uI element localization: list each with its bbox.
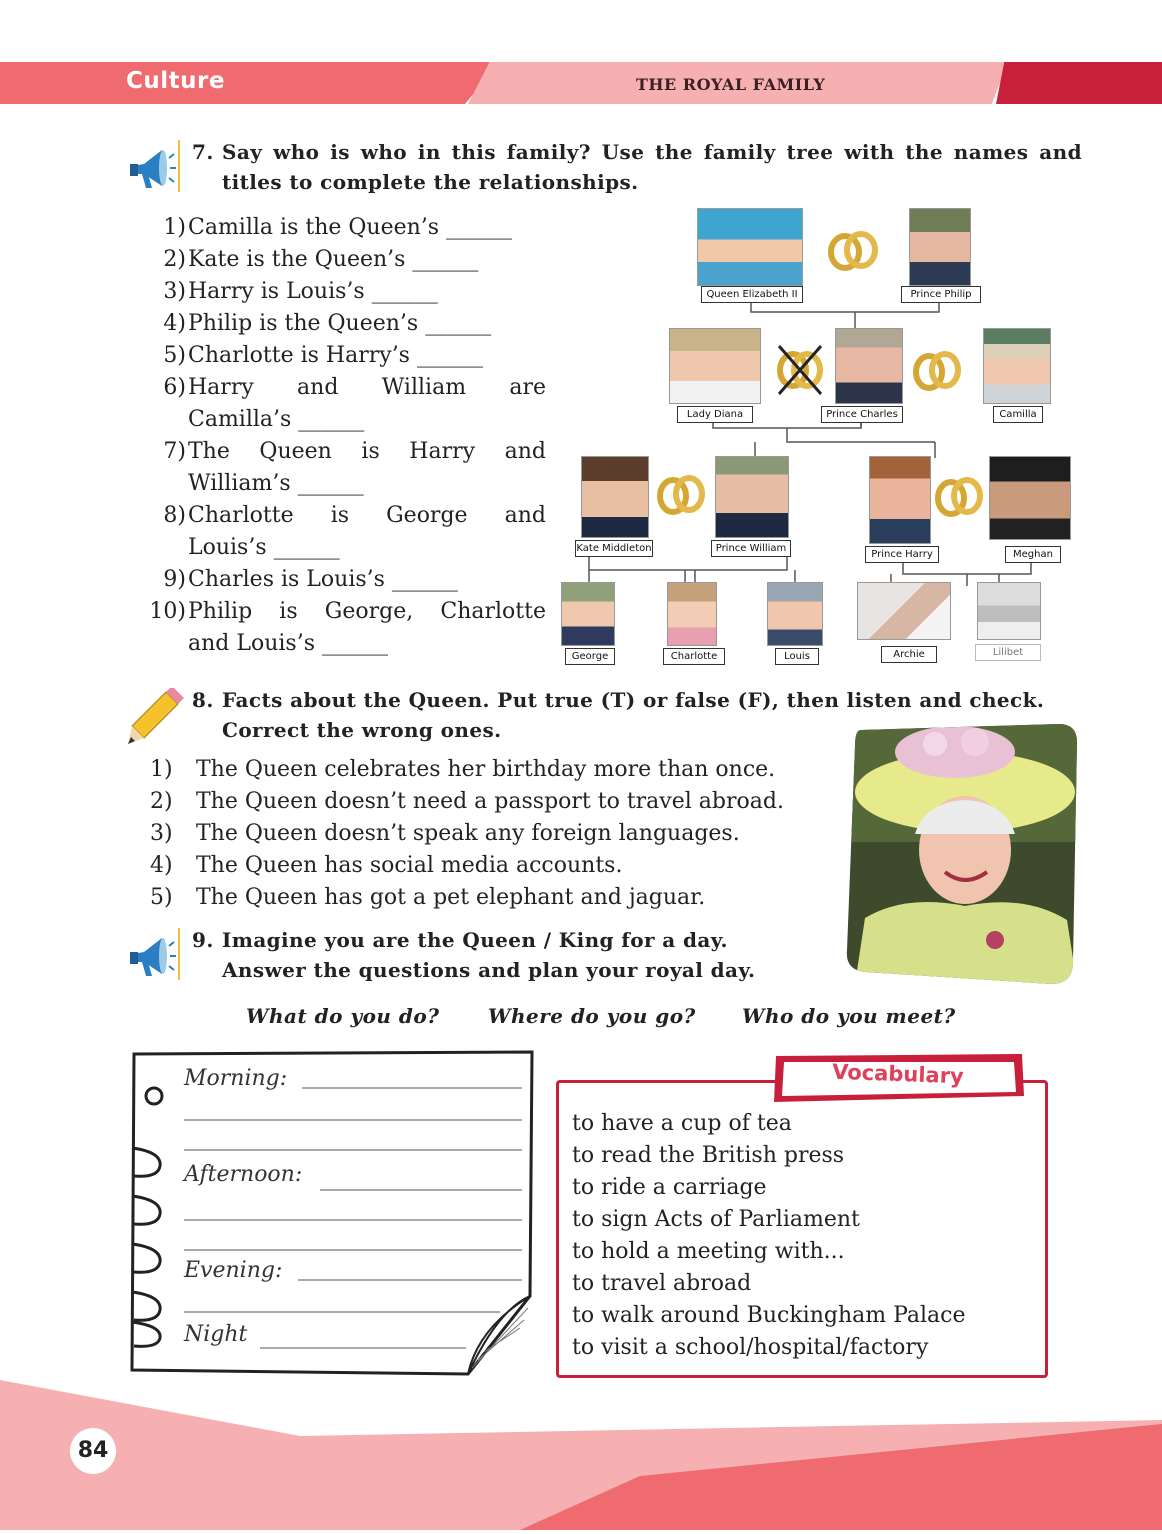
item-number: 5) <box>163 343 186 368</box>
charlotte-photo <box>667 582 717 646</box>
page-number: 84 <box>70 1428 116 1474</box>
exercise-7-instructions <box>192 137 1082 197</box>
exercise-number: 8. <box>192 688 214 712</box>
vocabulary-title: Vocabulary <box>831 1059 965 1089</box>
megaphone-icon <box>126 140 186 200</box>
page-title: THE ROYAL FAMILY <box>636 75 826 94</box>
tag-philip: Prince Philip <box>901 286 981 303</box>
prince-william-photo <box>715 456 789 538</box>
question-where: Where do you go? <box>488 1004 696 1028</box>
wedding-rings-icon <box>911 348 963 398</box>
vocabulary-tag <box>772 1052 1024 1106</box>
tag-kate: Kate Middleton <box>575 540 653 557</box>
item-text: Charlotte is George and <box>188 503 546 528</box>
relationship-item <box>140 340 546 372</box>
fact-item <box>150 818 784 850</box>
divorced-rings-icon <box>773 342 825 402</box>
item-number: 2) <box>150 789 173 814</box>
tag-diana: Lady Diana <box>677 406 753 423</box>
pencil-icon <box>126 688 186 748</box>
relationship-item <box>140 500 546 532</box>
louis-photo <box>767 582 823 646</box>
item-number: 1) <box>150 757 173 782</box>
meghan-photo <box>989 456 1071 540</box>
vocabulary-item: to read the British press <box>572 1143 845 1168</box>
instruction-line: Say who is who in this family? Use the family tree with the names and <box>222 140 1082 164</box>
lilibet-photo <box>977 582 1041 640</box>
item-number: 3) <box>150 821 173 846</box>
label-morning: Morning: <box>184 1066 288 1091</box>
prince-harry-photo <box>869 456 931 544</box>
item-number: 8) <box>163 503 186 528</box>
instruction-line: Correct the wrong ones. <box>222 718 502 742</box>
instruction-line: Facts about the Queen. Put true (T) or false (F), then listen and check. <box>222 688 1045 712</box>
item-text: Camilla is the Queen’s ______ <box>188 215 513 240</box>
item-text: Camilla’s ______ <box>188 407 365 432</box>
fact-item <box>150 882 784 914</box>
tag-charlotte: Charlotte <box>663 648 725 665</box>
label-night: Night <box>184 1322 248 1347</box>
spacer <box>140 628 188 660</box>
family-tree <box>555 202 1095 672</box>
item-number: 4) <box>150 853 173 878</box>
tag-george: George <box>565 648 615 665</box>
relationship-item-continued <box>140 404 546 436</box>
vocabulary-item: to visit a school/hospital/factory <box>572 1335 929 1360</box>
item-text: The Queen doesn’t speak any foreign languages. <box>196 821 740 846</box>
item-text: The Queen celebrates her birthday more than once. <box>196 757 776 782</box>
item-text: The Queen doesn’t need a passport to travel abroad. <box>196 789 784 814</box>
tag-charles: Prince Charles <box>821 406 903 423</box>
tag-queen: Queen Elizabeth II <box>701 286 803 303</box>
fact-item <box>150 850 784 882</box>
relationship-item <box>140 564 546 596</box>
relationship-item-continued <box>140 532 546 564</box>
camilla-photo <box>983 328 1051 404</box>
exercise-number: 7. <box>192 140 214 164</box>
vocabulary-item: to sign Acts of Parliament <box>572 1207 860 1232</box>
relationship-item-continued <box>140 628 546 660</box>
wedding-rings-icon <box>655 472 707 522</box>
queen-portrait-photo <box>845 722 1077 984</box>
queen-elizabeth-photo <box>697 208 803 286</box>
wedding-rings-icon <box>825 228 881 278</box>
item-text: and Louis’s ______ <box>188 631 388 656</box>
header-band-right <box>996 62 1162 104</box>
label-evening: Evening: <box>184 1258 283 1283</box>
relationship-item <box>140 212 546 244</box>
relationship-item <box>140 308 546 340</box>
item-number: 6) <box>163 375 186 400</box>
lady-diana-photo <box>669 328 761 404</box>
fact-item <box>150 786 784 818</box>
label-afternoon: Afternoon: <box>184 1162 303 1187</box>
tag-meghan: Meghan <box>1005 546 1061 563</box>
section-label: Culture <box>126 68 225 94</box>
kate-middleton-photo <box>581 456 649 538</box>
item-text: Philip is George, Charlotte <box>188 599 546 624</box>
relationship-item <box>140 244 546 276</box>
vocabulary-item: to walk around Buckingham Palace <box>572 1303 966 1328</box>
spacer <box>140 468 188 500</box>
item-text: Harry is Louis’s ______ <box>188 279 438 304</box>
vocabulary-item: to ride a carriage <box>572 1175 767 1200</box>
item-text: The Queen is Harry and <box>188 439 546 464</box>
item-number: 9) <box>163 567 186 592</box>
item-text: Charlotte is Harry’s ______ <box>188 343 483 368</box>
item-text: The Queen has got a pet elephant and jaguar. <box>196 885 706 910</box>
prince-charles-photo <box>835 328 903 404</box>
vocabulary-item: to travel abroad <box>572 1271 752 1296</box>
instruction-line: titles to complete the relationships. <box>222 170 639 194</box>
item-number: 3) <box>163 279 186 304</box>
wedding-rings-icon <box>933 474 985 524</box>
footer-band <box>0 1380 1162 1530</box>
tag-william: Prince William <box>711 540 791 557</box>
vocabulary-item: to have a cup of tea <box>572 1111 792 1136</box>
prince-philip-photo <box>909 208 971 286</box>
tag-archie: Archie <box>881 646 937 663</box>
item-text: The Queen has social media accounts. <box>196 853 623 878</box>
item-text: Harry and William are <box>188 375 546 400</box>
instruction-line: Imagine you are the Queen / King for a day. <box>222 928 728 952</box>
archie-photo <box>857 582 951 640</box>
item-number: 1) <box>163 215 186 240</box>
item-text: Kate is the Queen’s ______ <box>188 247 479 272</box>
question-what: What do you do? <box>246 1004 440 1028</box>
item-text: William’s ______ <box>188 471 364 496</box>
spacer <box>140 404 188 436</box>
relationship-item-continued <box>140 468 546 500</box>
item-text: Philip is the Queen’s ______ <box>188 311 492 336</box>
queen-facts-list <box>150 754 784 914</box>
tag-harry: Prince Harry <box>865 546 939 563</box>
header-band-left <box>0 62 500 104</box>
item-text: Louis’s ______ <box>188 535 340 560</box>
megaphone-icon <box>126 928 186 988</box>
exercise-number: 9. <box>192 928 214 952</box>
exercise-9-instructions <box>192 925 832 985</box>
item-number: 5) <box>150 885 173 910</box>
item-number: 2) <box>163 247 186 272</box>
fact-item <box>150 754 784 786</box>
tag-louis: Louis <box>775 648 819 665</box>
item-number: 10) <box>149 599 186 624</box>
tag-lilibet: Lilibet <box>975 644 1041 661</box>
vocabulary-item: to hold a meeting with... <box>572 1239 845 1264</box>
relationship-list <box>140 212 546 660</box>
question-who: Who do you meet? <box>742 1004 956 1028</box>
item-number: 4) <box>163 311 186 336</box>
item-number: 7) <box>163 439 186 464</box>
relationship-item <box>140 276 546 308</box>
relationship-item <box>140 372 546 404</box>
tag-camilla: Camilla <box>993 406 1043 423</box>
item-text: Charles is Louis’s ______ <box>188 567 458 592</box>
instruction-line: Answer the questions and plan your royal day. <box>222 958 756 982</box>
spacer <box>140 532 188 564</box>
vocabulary-list <box>572 1108 966 1364</box>
george-photo <box>561 582 615 646</box>
relationship-item <box>140 436 546 468</box>
day-planner-notebook <box>128 1048 538 1378</box>
relationship-item <box>140 596 546 628</box>
